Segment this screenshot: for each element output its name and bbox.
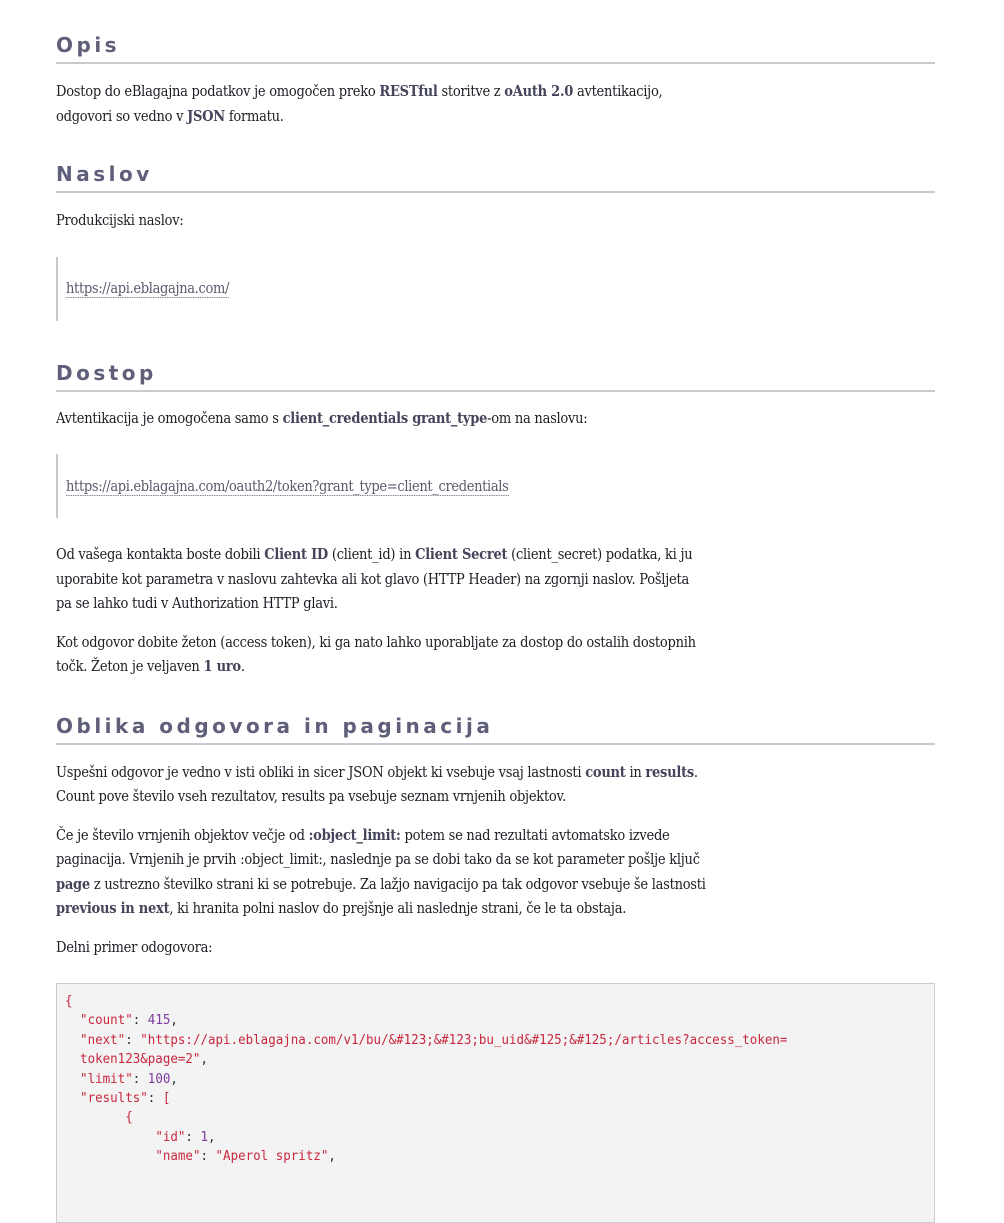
oblika-paragraph-3: Delni primer odogovora: (56, 937, 213, 956)
production-url-link[interactable]: https://api.eblagajna.com/ (66, 279, 230, 297)
opis-paragraph (56, 79, 935, 128)
opis-line-1: Dostop do eBlagajna podatkov je omogočen preko RESTful storitve z oAuth 2.0 avtentikacijo, (56, 82, 663, 100)
token-url-link[interactable]: https://api.eblagajna.com/oauth2/token?grant_type=client_credentials (66, 476, 509, 495)
document-content (56, 32, 935, 1223)
json-code-block[interactable]: { "count": 415, "next": "https://api.eblagajna.com/v1/bu/&#123;&#123;bu_uid&#125;&#125;/articles?access_token= token123&page=2", "limit": 100, "results": [ { "id": 1, "name": "Aperol spritz", (56, 983, 935, 1223)
opis-line-2: odgovori so vedno v JSON formatu. (56, 106, 284, 125)
dostop-paragraph-1: Avtentikacija je omogočena samo s client_credentials grant_type-om na naslovu: (56, 408, 588, 427)
section-heading-naslov: Naslov (56, 161, 935, 193)
dostop-paragraph-2: Od vašega kontakta boste dobili Client ID (client_id) in Client Secret (client_secret) podatka, ki ju uporabite kot parametra v naslovu zahtevka ali kot glavo (HTTP Header) na zgornji naslov. Pošljeta pa se lahko tudi v Authorization HTTP glavi. (56, 545, 693, 612)
oblika-paragraph-1: Uspešni odgovor je vedno v isti obliki in sicer JSON objekt ki vsebuje vsaj lastnosti count in results. Count pove število vseh rezultatov, results pa vsebuje seznam vrnjenih objektov. (56, 762, 698, 805)
naslov-paragraph: Produkcijski naslov: (56, 211, 184, 229)
oblika-paragraph-2: Če je število vrnjenih objektov večje od :object_limit: potem se nad rezultati avtomatsko izvede paginacija. Vrnjenih je prvih :object_limit:, naslednje pa se dobi tako da se kot parameter pošlje ključ page z ustrezno številko strani ki se potrebuje. Za lažjo navigacijo pa tak odgovor vsebuje še lastnosti previous in next, ki hranita polni naslov do prejšnje ali naslednje strani, če le ta obstaja. (56, 825, 706, 917)
production-url-blockquote (56, 257, 935, 321)
dostop-paragraph-3: Kot odgovor dobite žeton (access token), ki ga nato lahko uporabljate za dostop do ostalih dostopnih točk. Žeton je veljaven 1 uro. (56, 632, 696, 675)
section-heading-dostop: Dostop (56, 360, 935, 392)
section-heading-oblika: Oblika odgovora in paginacija (56, 713, 935, 745)
token-url-blockquote (56, 454, 935, 518)
section-heading-opis: Opis (56, 32, 935, 64)
